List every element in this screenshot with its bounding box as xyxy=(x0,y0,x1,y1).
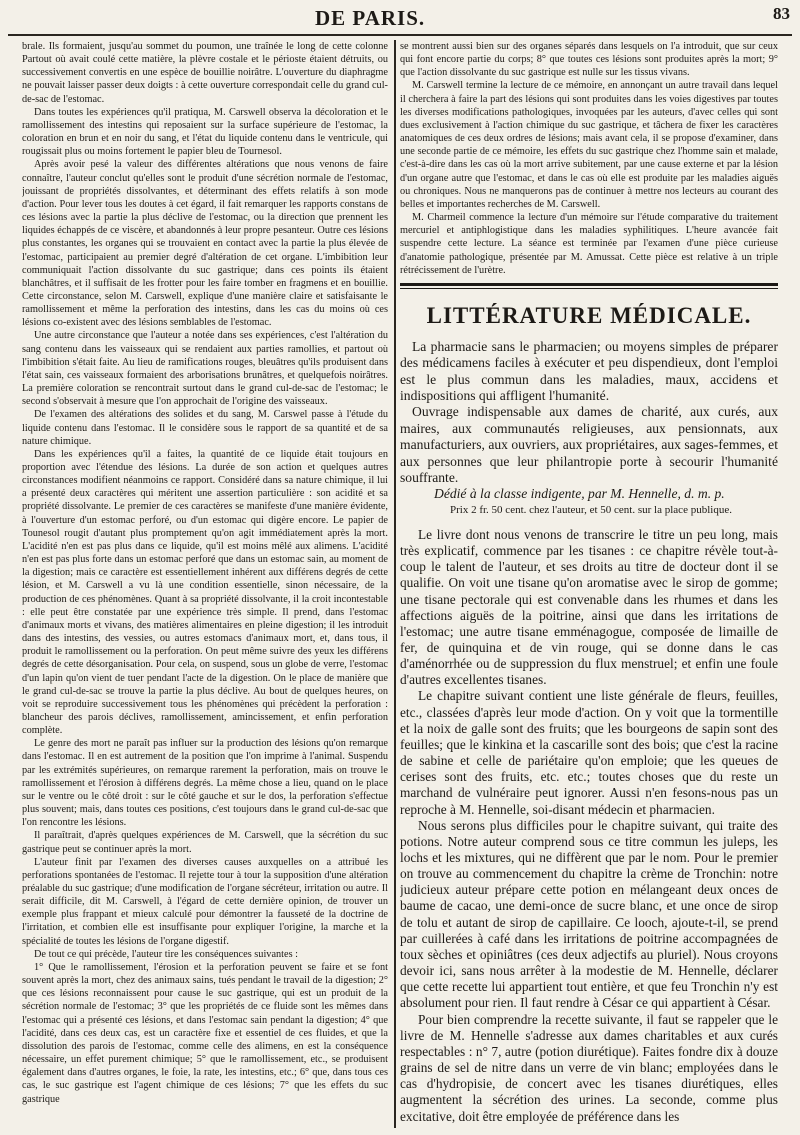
review-body xyxy=(400,527,778,1125)
right-column xyxy=(400,40,778,1130)
section-title: LITTÉRATURE MÉDICALE. xyxy=(426,302,752,328)
paragraph: L'auteur finit par l'examen des diverses causes auxquelles on a attribué les perforations spontanées de l'estomac. Il rejette tour à tour la supposition d'une altération préalable du suc gastrique; d'une modification de l'organe sécréteur, irritation ou autre. Il serait difficile, dit M. Carswell, à l'égard de cette dernière opinion, de trouver un exemple plus frappant et mieux calculé pour démontrer la fausseté de la doctrine de l'irritation, et combien elle est insuffisante pour expliquer l'origine, la marche et la spécialité de toutes les lésions de l'organe digestif. xyxy=(22,856,388,947)
paragraph: Dans les expériences qu'il a faites, la quantité de ce liquide était toujours en proportion avec l'étendue des lésions. La durée de son action et quelques autres circonstances modifient néanmoins ce rapport. Considéré dans sa nature chimique, il lui a présenté deux caractères qui méritent une assertion particulière : son acidité et sa propriété dissolvante. Le premier de ces caractères se manifeste d'une manière évidente, à l'ouverture d'un estomac perforé, ou d'un estomac qui digère encore. Le papier de Tounesol rougit d'autant plus promptement qu'on agit immédiatement après la mort. L'acidité n'en est pas plus dans ce liquide, qu'il est moins mêlé aux alimens. L'acidité n'en est pas plus forte dans un estomac perforé que dans un estomac sain, au moment de la digestion; mais ce caractère est essentiellement inhérent aux différens degrés de cette lésion, et M. Carswell a vu là une condition essentielle, sinon nécessaire, de la production de ces phénomènes. Quant à sa propriété dissolvante, il la croit incontestable : elle peut être constatée par une expérience très simple. Il prend, dans l'estomac d'animaux morts et vivans, des matières alimentaires en pleine digestion; il les introduit dans des intestins, des vessies, ou autres estomacs d'animaux mort, et, dans tous, il produit le ramollissement ou la perforation. On peut même suivre des yeux les différens degrés de cette désorganisation. Pour cela, on suspend, sous un globe de verre, l'estomac d'un lapin qu'on vient de tuer pendant l'acte de la digestion. On le place de manière que le grand cul-de-sac se trouve la partie la plus déclive. Au bout de quelques heures, on voit se reproduire successivement tous les phénomènes qui précèdent la perforation : blancheur des parois déclives, ramollissement, amincissement, et enfin perforation complète. xyxy=(22,448,388,737)
page-number: 83 xyxy=(773,4,790,23)
book-subtitle: Ouvrage indispensable aux dames de charité, aux curés, aux maires, aux communautés religieuses, aux pensionnats, aux manufacturiers, aux ouvriers, aux propriétaires, aux sages-femmes, et aux personnes que leur philantropie porte à secourir l'humanité souffrante. xyxy=(400,404,778,486)
paragraph: Le chapitre suivant contient une liste générale de fleurs, feuilles, etc., classées d'après leur mode d'action. On y voit que la tormentille et la noix de galle sont des fruits; que les bourgeons de sapin sont des feuilles; que le kinkina et la cascarille sont des bois; que c'est la racine de sabine et celle de pariétaire qu'on emploie; que les queues de cerises sont des fruits, etc. etc.; toutes choses que du reste un marchand de vulnéraire peut ignorer. Aussi n'en fesons-nous pas un reproche à M. Hennelle, soi-disant médecin et pharmacien. xyxy=(400,688,778,817)
paragraph: Pour bien comprendre la recette suivante, il faut se rappeler que le livre de M. Hennelle s'adresse aux dames charitables et aux curés respectables : n° 7, autre (potion diurétique). Faites fondre dix à douze grains de sel de nitre dans un verre de vin blanc; employées dans le cas d'hydropisie, de concert avec les tisanes diurétiques, elles augmentent la sécrétion des urines. La seconde, comme plus excitative, doit être employée de préférence dans les xyxy=(400,1011,778,1124)
paragraph: 1° Que le ramollissement, l'érosion et la perforation peuvent se faire et se font souvent après la mort, chez des animaux sains, tués pendant le travail de la digestion; 2° que ces lésions reconnaissent pour cause le suc gastrique, qui est un produit de la sécrétion normale de l'estomac; 3° que les propriétés de ce fluide sont les mêmes dans l'estomac qui a présenté ces lésions, et dans l'estomac sain pendant la digestion; 4° que l'acidité, dans ces deux cas, est un caractère fixe et essentiel de ces fluides, et que la dissolution des parois de l'estomac, comme celle des alimens, en est la conséquence nécessaire, un effet purement chimique; 5° que le ramollissement, etc., se produisent également dans d'autres organes, le foie, la rate, les intestins, etc.; 6° que, dans tous ces cas, le suc gastrique est l'agent chimique de ces lésions; 7° que les effets du suc gastrique xyxy=(22,961,388,1105)
paragraph: Nous serons plus difficiles pour le chapitre suivant, qui traite des potions. Notre auteur comprend sous ce titre commun les juleps, les lochs et les mixtures, qui ne diffèrent que par le nom. Pour le premier on trouve au commencement du chapitre la crème de Tronchin: notre judicieux auteur prépare cette potion en mélangeant deux onces de baume de cacao, une demi-once de sucre blanc, et une once de sirop de tolu et autant de sirop de capillaire. Ce looch, ajoute-t-il, se prend par cuillerées à café dans les irritations de poitrine accompagnées de toux sèches et opiniâtres (ces deux adjectifs au pluriel). Nous croyons devoir ici, sans nous arrêter à la modestie de M. Hennelle, déclarer que cette recette lui appartient tout entière, et que feu Tronchin n'y est absolument pour rien. Il faut rendre à César ce qui appartient à César. xyxy=(400,817,778,1011)
section-divider xyxy=(400,283,778,289)
book-title: La pharmacie sans le pharmacien; ou moyens simples de préparer des médicamens faciles à exécuter et peu dispendieux, dont l'emploi est le plus commun dans les maladies, maux, accidens et indispositions qui affligent l'humanité. xyxy=(400,338,778,404)
left-column xyxy=(22,40,388,1130)
paragraph: Le livre dont nous venons de transcrire le titre un peu long, mais très explicatif, commence par les tisanes : ce chapitre révèle tout-à-coup le talent de l'auteur, et ses droits au titre de docteur dont il se qualifie. On voit une tisane qu'on aromatise avec le sirop de gomme; une tisane pectorale qui est convenable dans les rhumes et dans les affections aiguës de la poitrine, ainsi que dans les irritations de l'estomac; une autre tisane emménagogue, composée de limaille de fer, de quinquina et de vin rouge, qui se donne dans le cas d'aménorrhée ou de suppression du flux menstruel; et enfin une foule d'autres excellentes tisanes. xyxy=(400,526,778,688)
book-price: Prix 2 fr. 50 cent. chez l'auteur, et 50 cent. sur la place publique. xyxy=(450,503,732,516)
paragraph: De tout ce qui précède, l'auteur tire les conséquences suivantes : xyxy=(34,948,299,960)
paragraph: Après avoir pesé la valeur des différentes altérations que nous venons de faire connaître, l'auteur conclut qu'elles sont le produit d'une sécrétion normale de l'estomac, jouissant de propriétés dissolvantes, et déterminant des effets relatifs à son mode d'action. Pour lever tous les doutes à cet égard, il fait remarquer les rapports constans de ces lésions avec la partie la plus déclive de l'estomac, ou la direction que prennent les liquides échappés de ce viscère, et abandonnés à leur propre pesanteur. Outre ces lésions plus constantes, les organes qui se trouvaient en contact avec la partie la plus élevée de l'estomac, participaient au premier degré d'altération de cet organe. L'imbibition leur communiquait l'action dissolvante du suc gastrique; dans ces points ils étaient blanchâtres, et il suffisait de les frotter pour les faire tomber en fragmens et en bouillie. Cette circonstance, selon M. Carswell, explique d'une manière claire et satisfaisante le ramollissement et même la perforation des intestins, dans les cas du moins où ces lésions co-existent avec des lésions semblables de l'estomac. xyxy=(22,159,388,329)
paragraph: M. Carswell termine la lecture de ce mémoire, en annonçant un autre travail dans lequel il cherchera à faire la part des lésions qui sont produites dans les voies digestives par toutes les diverses modifications pathologiques, invoquées par les auteurs, d'avec celles qui sont dues exclusivement à l'action chimique du suc gastrique, et tâchera de fixer les caractères anatomiques de ces deux ordres de lésions; mais avant cela, il se propose d'examiner, dans une seconde partie de ce mémoire, les effets du suc gastrique chez l'homme sain et malade, c'est-à-dire dans les cas où la mort arrive subitement, par une cause externe et par la lésion d'un organe autre que l'estomac, et dans le cas où elle est produite par les maladies aiguës ou chroniques. Nous ne manquerons pas de continuer à mettre nos lecteurs au courant des belles et importantes recherches de M. Carswell. xyxy=(400,80,778,210)
page-header xyxy=(0,0,800,30)
column-divider xyxy=(394,40,396,1128)
paragraph: Dans toutes les expériences qu'il pratiqua, M. Carswell observa la décoloration et le ramollissement des intestins qui reposaient sur la surface supérieure de l'estomac, la coloration en brun et en noir du sang, et l'état du liquide contenu dans le ventricule, qui rougissait plus ou moins fortement le papier bleu de Tournesol. xyxy=(22,106,388,158)
paragraph: Le genre des mort ne paraît pas influer sur la production des lésions qu'on remarque dans l'estomac. Il en est autrement de la position que l'on imprime à l'animal. Suspendu par les extrémités supérieures, on remarque rarement la perforation, mais on trouve le ramollissement et l'érosion à différens degrés. La même chose a lieu, quand on le place sur le ventre ou le côté droit : sur le côté gauche et sur le dos, la perforation s'effectue plus souvent; mais, dans toutes ces positions, c'est toujours dans le grand cul-de-sac que l'on rencontre les lésions. xyxy=(22,738,388,829)
paragraph: Il paraîtrait, d'après quelques expériences de M. Carswell, que la sécrétion du suc gastrique peut se continuer après la mort. xyxy=(22,830,388,855)
book-dedication: Dédié à la classe indigente, par M. Hennelle, d. m. p. xyxy=(434,486,725,502)
academy-report-continued xyxy=(400,40,778,277)
paragraph: se montrent aussi bien sur des organes séparés dans lesquels on l'a introduit, que sur ceux qui font encore partie du corps; 8° que toutes ces lésions sont produites après la mort; 9° que l'action dissolvante du suc gastrique est nulle sur les tissus vivans. xyxy=(400,41,778,79)
paragraph: Une autre circonstance que l'auteur a notée dans ses expériences, c'est l'altération du sang contenu dans les vaisseaux qui se rendaient aux parties ramollies, et partout où l'imbibition s'était faite. Au lieu de ramifications rouges, bleuâtres qu'ils produisent dans l'état sain, ces vaisseaux formaient des arborisations brunâtres, et quelquefois noirâtres. La première coloration se rencontrait surtout dans le grand cul-de-sac de l'estomac; le second s'observait à mesure que l'on approchait de l'origine des vaisseaux. xyxy=(22,330,388,408)
paragraph: brale. Ils formaient, jusqu'au sommet du poumon, une traînée le long de cette colonne Partout où avait coulé cette matière, la plèvre costale et le périoste étaient détruits, ou successivement convertis en une espèce de bouillie noirâtre. L'ouverture du diaphragme ne pouvait laisser passer deux doigts : à cette ouverture correspondait celle du grand cul-de-sac de l'estomac. xyxy=(22,41,388,105)
paragraph: De l'examen des altérations des solides et du sang, M. Carswel passe à l'étude du liquide contenu dans l'estomac. Il le considère sous le rapport de sa quantité et de sa nature chimique. xyxy=(22,409,388,447)
newspaper-title: DE PARIS. xyxy=(315,6,426,30)
paragraph: M. Charmeil commence la lecture d'un mémoire sur l'étude comparative du traitement mercuriel et antiphlogistique dans les maladies syphilitiques. L'heure avancée fait suspendre cette lecture. La séance est terminée par l'examen d'une pièce curieuse d'anatomie pathologique, présentée par M. Amussat. Cette pièce est relative à un triple rétrécissement de l'urètre. xyxy=(400,212,778,276)
header-rule xyxy=(8,34,792,36)
